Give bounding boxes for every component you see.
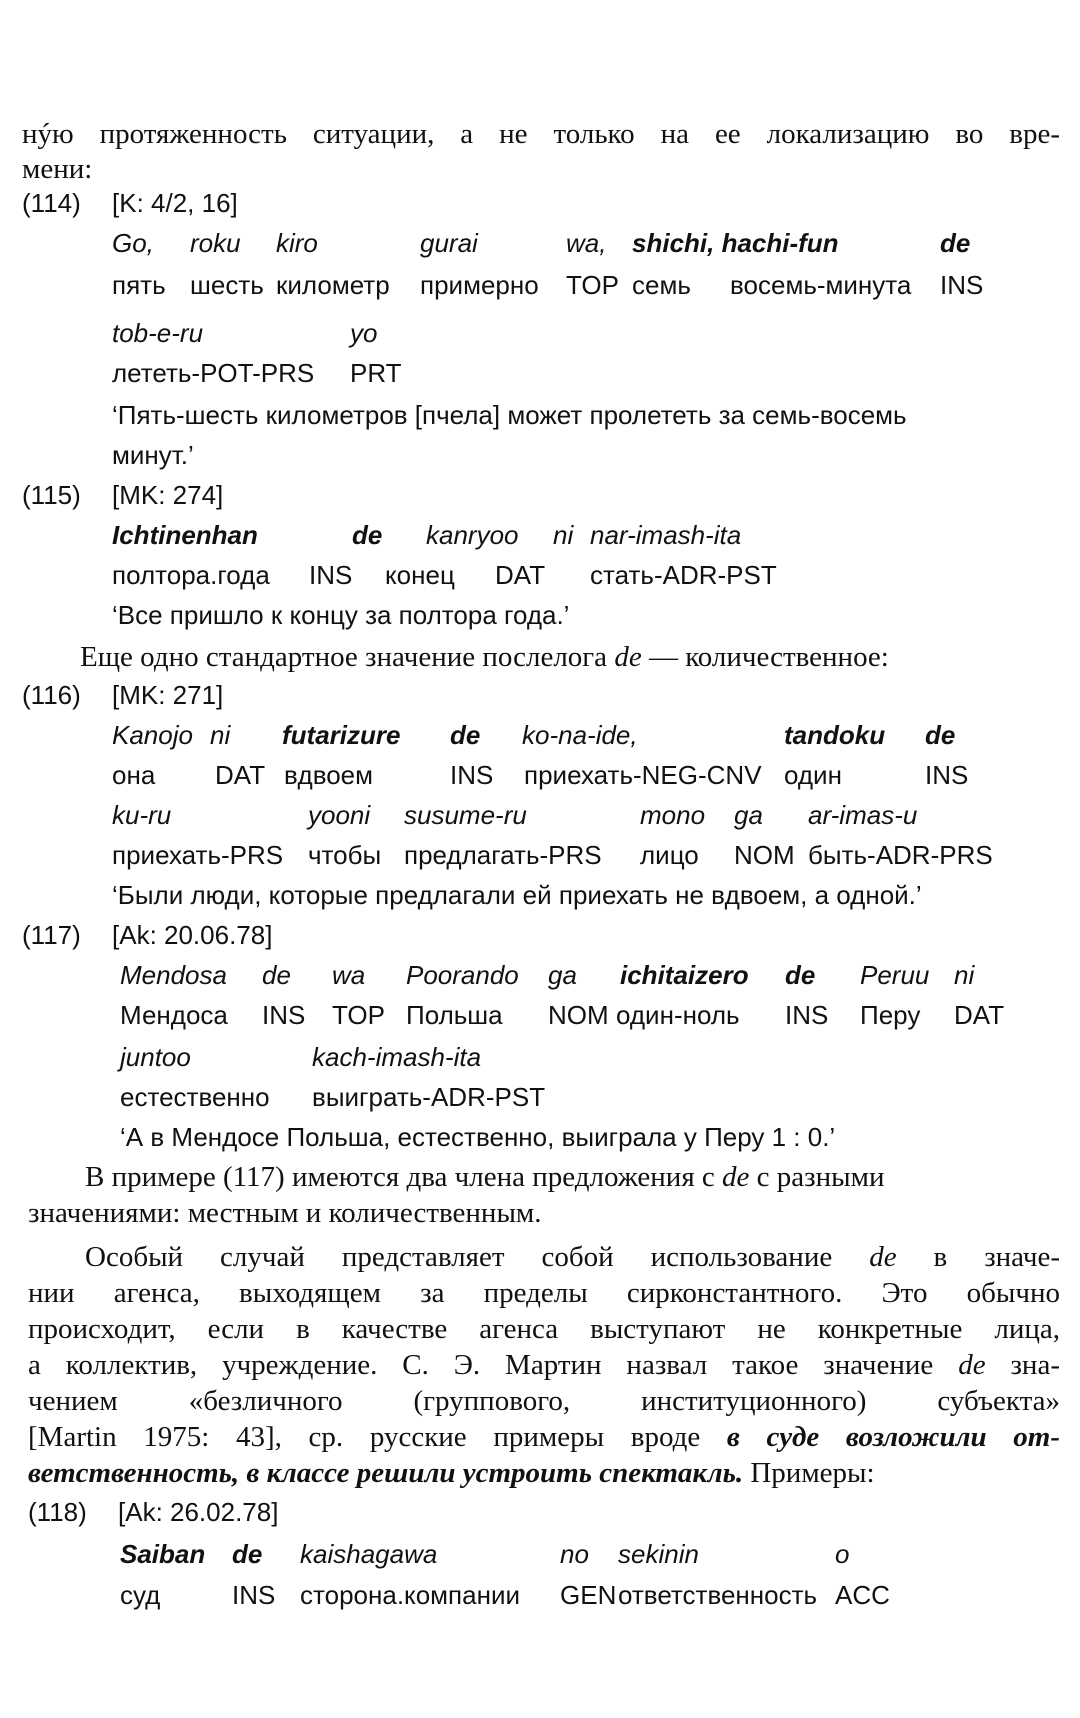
gloss-word: выиграть-ADR-PST [312, 1082, 546, 1112]
romaji-word: de [450, 720, 481, 750]
romaji-word: ga [734, 800, 763, 830]
gloss-word: TOP [566, 270, 619, 300]
romaji-word: susume-ru [404, 800, 527, 830]
text: [Martin 1975: 43], ср. русские примеры вроде [28, 1421, 727, 1453]
gloss-word: INS [232, 1580, 276, 1610]
paragraph-line [28, 1459, 875, 1488]
paragraph-line [28, 1387, 1060, 1416]
romaji-word: gurai [420, 228, 478, 258]
romaji-word: ni [954, 960, 975, 990]
gloss-word: сторона.компании [300, 1580, 520, 1610]
text: Примеры: [743, 1457, 875, 1489]
translation: ‘Все пришло к концу за полтора года.’ [112, 600, 570, 630]
translation: ‘А в Мендосе Польша, естественно, выиграла у Перу 1 : 0.’ [120, 1122, 836, 1152]
gloss-word: PRT [350, 358, 402, 388]
text: de [869, 1241, 897, 1273]
romaji-word: kanryoo [426, 520, 519, 550]
gloss-word: INS [940, 270, 984, 300]
gloss-word: вдвоем [284, 760, 374, 790]
romaji-word: juntoo [120, 1042, 191, 1072]
gloss-word: TOP [332, 1000, 385, 1030]
romaji-word: wa, [566, 228, 607, 258]
example-source: [MK: 271] [112, 680, 224, 710]
text: а коллектив, учреждение. С. Э. Мартин назвал такое значение [28, 1349, 959, 1381]
gloss-word: приехать-PRS [112, 840, 284, 870]
gloss-word: NOM [734, 840, 795, 870]
translation: ‘Были люди, которые предлагали ей приехать не вдвоем, а одной.’ [112, 880, 922, 910]
romaji-word: wa [332, 960, 366, 990]
example-source: [Ak: 26.02.78] [118, 1497, 279, 1527]
translation: минут.’ [112, 440, 194, 470]
text: нии агенса, выходящем за пределы сирконстантного. Это обычно [28, 1277, 1060, 1309]
romaji-word: Kanojo [112, 720, 193, 750]
romaji-word: Go, [112, 228, 154, 258]
gloss-word: Польша [406, 1000, 503, 1030]
gloss-word: лететь-POT-PRS [112, 358, 315, 388]
gloss-word: INS [925, 760, 969, 790]
romaji-word: de [925, 720, 956, 750]
gloss-word: приехать-NEG-CNV [524, 760, 762, 790]
gloss-word: семь [632, 270, 691, 300]
example-number: (116) [22, 680, 81, 710]
intro-line-2: мени: [22, 153, 93, 185]
text: происходит, если в качестве агенса выступают не конкретные лица, [28, 1313, 1060, 1345]
romaji-word: Mendosa [120, 960, 227, 990]
gloss-word: DAT [954, 1000, 1005, 1030]
romaji-word: no [560, 1539, 589, 1569]
intro-line-1 [22, 120, 1060, 149]
gloss-word: INS [785, 1000, 829, 1030]
text: de [958, 1349, 986, 1381]
gloss-word: чтобы [308, 840, 382, 870]
gloss-word: INS [309, 560, 353, 590]
text: зна- [985, 1349, 1060, 1381]
romaji-word: ar-imas-u [808, 800, 918, 830]
romaji-word: futarizure [282, 720, 401, 750]
gloss-word: суд [120, 1580, 161, 1610]
romaji-word: Saiban [120, 1539, 206, 1569]
text: Особый случай представляет собой использование [85, 1241, 870, 1273]
example-source: [K: 4/2, 16] [112, 188, 238, 218]
romaji-word: de [352, 520, 383, 550]
example-number: (118) [28, 1497, 87, 1527]
gloss-word: восемь-минута [730, 270, 912, 300]
paragraph-line [28, 1423, 1060, 1452]
gloss-word: NOM [548, 1000, 609, 1030]
romaji-word: de [785, 960, 816, 990]
text: в значе- [896, 1241, 1060, 1273]
romaji-word: de [232, 1539, 263, 1569]
gloss-word: лицо [640, 840, 699, 870]
romaji-word: o [835, 1539, 850, 1569]
gloss-word: километр [276, 270, 390, 300]
romaji-word: nar-imash-ita [590, 520, 742, 550]
text: чением «безличного (группового, институционного) субъекта» [28, 1385, 1060, 1417]
romaji-word: Ichtinenhan [112, 520, 258, 550]
text [85, 1243, 1060, 1272]
gloss-word: шесть [190, 270, 264, 300]
gloss-word: конец [385, 560, 455, 590]
romaji-word: de [262, 960, 291, 990]
gloss-word: примерно [420, 270, 539, 300]
gloss-word: DAT [215, 760, 266, 790]
romaji-word: Poorando [406, 960, 519, 990]
romaji-word: kach-imash-ita [312, 1042, 482, 1072]
text: de [614, 641, 642, 673]
gloss-word: быть-ADR-PRS [808, 840, 993, 870]
gloss-word: Мендоса [120, 1000, 228, 1030]
romaji-word: shichi, hachi-fun [632, 228, 839, 258]
gloss-word: один-ноль [616, 1000, 740, 1030]
gloss-word: ACC [835, 1580, 890, 1610]
romaji-word: kiro [276, 228, 318, 258]
romaji-word: mono [640, 800, 706, 830]
example-source: [MK: 274] [112, 480, 224, 510]
gloss-word: полтора.года [112, 560, 270, 590]
gloss-word: она [112, 760, 156, 790]
example-number: (114) [22, 188, 81, 218]
text [28, 1351, 1060, 1380]
example-number: (117) [22, 920, 81, 950]
gloss-word: INS [450, 760, 494, 790]
text: в суде возложили от- [726, 1421, 1060, 1453]
paragraph-line [28, 1315, 1060, 1344]
romaji-word: yooni [308, 800, 371, 830]
text: ветственность, в классе решили устроить спектакль. [28, 1457, 744, 1489]
romaji-word: ichitaizero [620, 960, 749, 990]
paragraph-line: значениями: местным и количественным. [28, 1197, 542, 1229]
translation: ‘Пять-шесть километров [пчела] может пролететь за семь-восемь [112, 400, 907, 430]
gloss-word: естественно [120, 1082, 270, 1112]
romaji-word: ni [553, 520, 574, 550]
text [28, 1423, 1060, 1452]
gloss-word: INS [262, 1000, 306, 1030]
text: de [722, 1161, 750, 1193]
text: — количественное: [641, 641, 889, 673]
gloss-word: предлагать-PRS [404, 840, 602, 870]
paragraph-line [28, 1351, 1060, 1380]
gloss-word: Перу [860, 1000, 921, 1030]
romaji-word: de [940, 228, 971, 258]
romaji-word: ni [210, 720, 231, 750]
gloss-word: один [784, 760, 842, 790]
romaji-word: ko-na-ide, [522, 720, 638, 750]
example-source: [Ak: 20.06.78] [112, 920, 273, 950]
romaji-word: Peruu [860, 960, 930, 990]
text: с разными [749, 1161, 885, 1193]
romaji-word: yo [350, 318, 378, 348]
gloss-word: DAT [495, 560, 546, 590]
romaji-word: roku [190, 228, 241, 258]
gloss-word: GEN [560, 1580, 617, 1610]
paragraph-line [85, 1163, 884, 1192]
example-number: (115) [22, 480, 81, 510]
paragraph-line [28, 1279, 1060, 1308]
romaji-word: ku-ru [112, 800, 172, 830]
romaji-word: kaishagawa [300, 1539, 438, 1569]
gloss-word: ответственность [618, 1580, 818, 1610]
romaji-word: sekinin [618, 1539, 699, 1569]
text: Еще одно стандартное значение послелога [80, 641, 615, 673]
romaji-word: tandoku [784, 720, 886, 750]
text: В примере (117) имеются два члена предложения с [85, 1161, 723, 1193]
gloss-word: пять [112, 270, 166, 300]
gloss-word: стать-ADR-PST [590, 560, 777, 590]
text: нýю протяженность ситуации, а не только на ее локализацию во вре- [22, 118, 1060, 150]
paragraph-line [85, 1243, 1060, 1272]
paragraph-line [80, 643, 889, 672]
romaji-word: tob-e-ru [112, 318, 204, 348]
romaji-word: ga [548, 960, 577, 990]
